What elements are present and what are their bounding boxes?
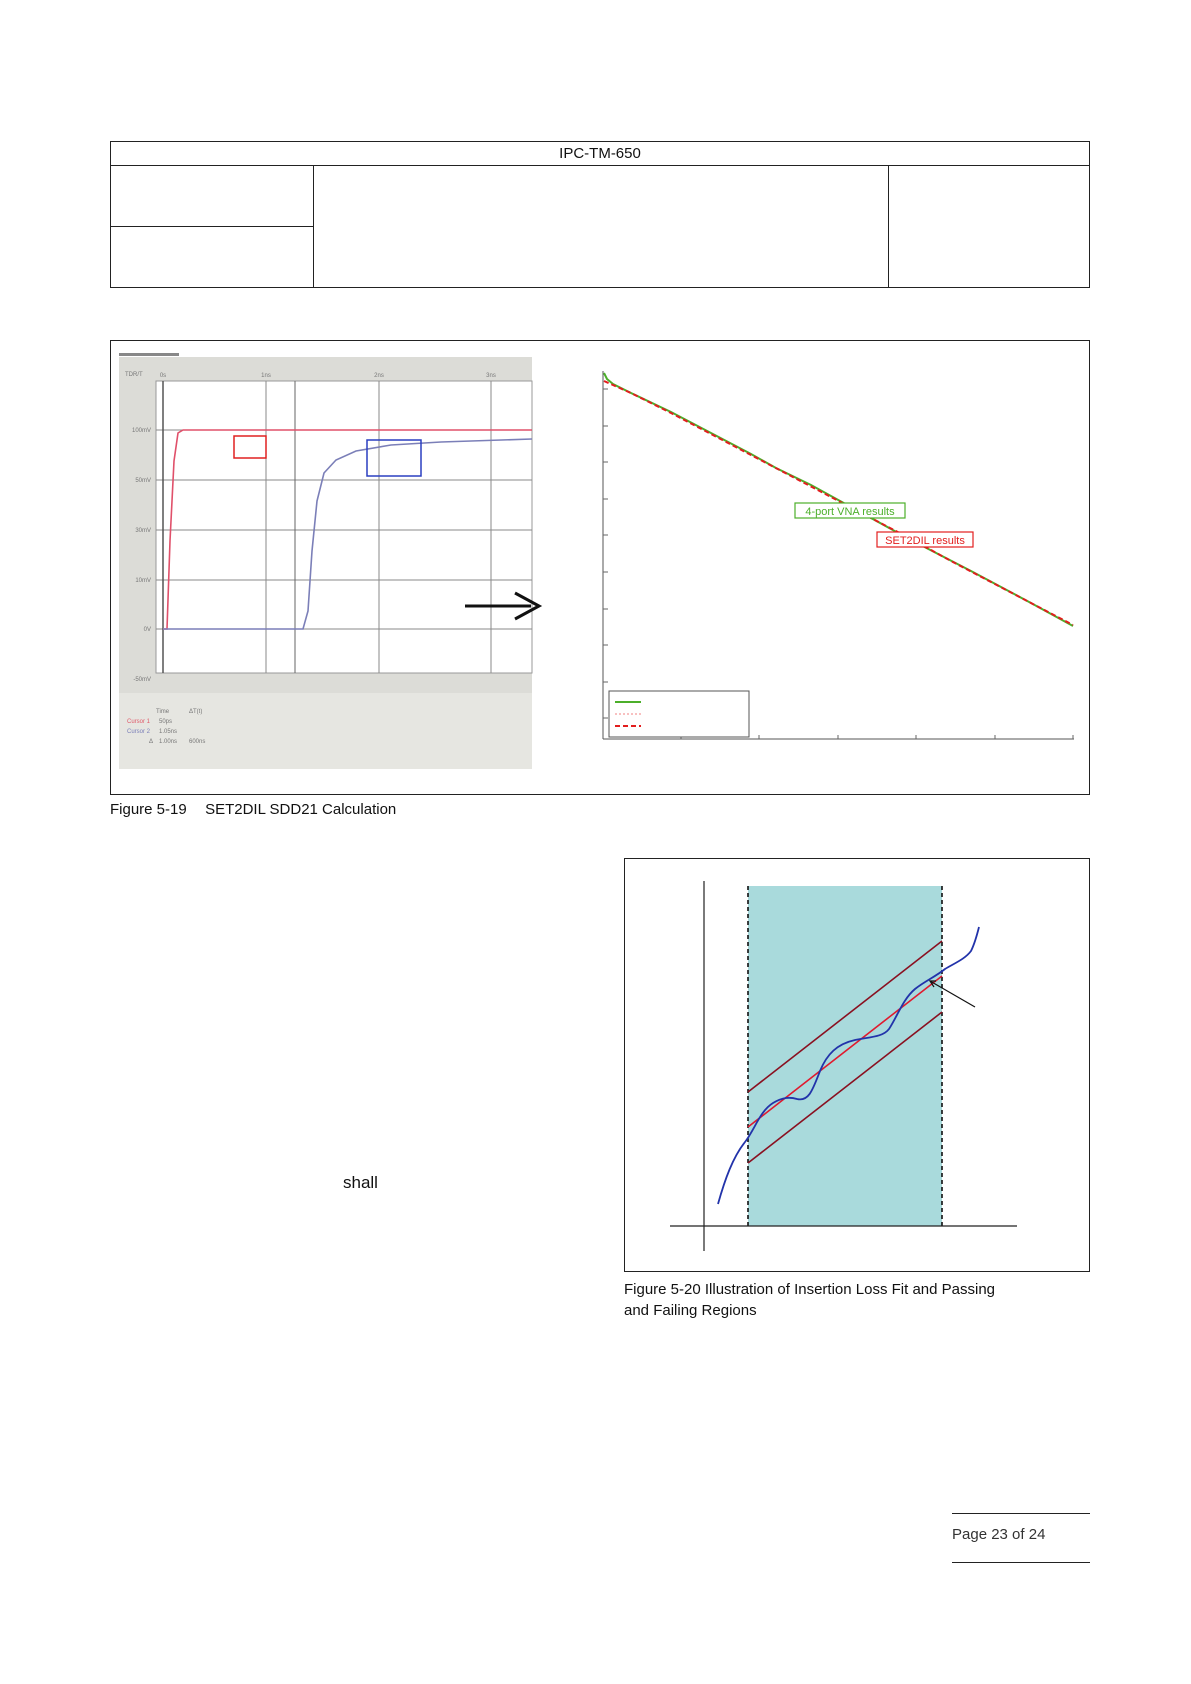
readout-delta-value: 1.00ns [159, 739, 178, 745]
tdr-ytick-2: 50mV [135, 478, 151, 484]
figure-5-19-graphic [111, 341, 1088, 793]
tdr-ytick-3: 30mV [135, 528, 151, 534]
readout-time-label: Time [156, 709, 170, 715]
tdr-xtick-2: 1ns [261, 373, 271, 379]
tdr-ytick-6: -50mV [133, 677, 151, 683]
sdd21-y-ticks [603, 389, 608, 718]
page-number: Page 23 of 24 [952, 1526, 1046, 1543]
figure-5-19-caption [110, 801, 396, 818]
set2dil-results-label: SET2DIL results [885, 535, 965, 547]
figure-5-19-frame [110, 340, 1090, 795]
body-text-shall: shall [343, 1173, 378, 1192]
readout-cursor1-value: 50ps [159, 719, 173, 725]
tdr-panel-tab [119, 353, 179, 356]
figure-5-20-caption-line2: and Failing Regions [624, 1302, 757, 1319]
readout-time-value: ΔT(t) [189, 709, 203, 715]
tdr-xtick-1: 0s [159, 373, 167, 379]
readout-delta-value-2: 600ns [189, 739, 206, 745]
readout-cursor2-label: Cursor 2 [127, 729, 151, 735]
figure-5-20-caption-line1: Figure 5-20 Illustration of Insertion Loss Fit and Passing [624, 1281, 996, 1298]
readout-delta-label: Δ [149, 739, 154, 745]
figure-5-19-title: SET2DIL SDD21 Calculation [205, 801, 397, 818]
tdr-xtick-3: 2ns [374, 373, 384, 379]
document-title: IPC-TM-650 [111, 142, 1089, 166]
figure-5-19-number: Figure 5-19 [110, 801, 187, 818]
figure-5-20-graphic [625, 859, 1088, 1270]
page-footer [952, 1513, 1090, 1563]
vna-results-label: 4-port VNA results [805, 506, 895, 518]
tdr-ytick-1: 100mV [131, 428, 151, 434]
passing-region-fill [748, 886, 942, 1226]
readout-cursor2-value: 1.05ns [159, 729, 178, 735]
figure-5-20-frame [624, 858, 1090, 1272]
tdr-y-axis-title: TDR/T [125, 372, 143, 378]
header-left-cell [111, 166, 314, 287]
tdr-ytick-5: 0V [143, 627, 151, 633]
figure-5-20-caption [624, 1279, 995, 1321]
tdr-xtick-4: 3ns [486, 373, 496, 379]
sdd21-comparison-plot [603, 371, 1074, 739]
header-right-cell [888, 166, 1089, 287]
sdd21-legend [609, 691, 749, 737]
readout-cursor1-label: Cursor 1 [127, 719, 151, 725]
header-left-divider [111, 226, 313, 227]
tdr-screenshot-panel [119, 353, 532, 769]
tdr-ytick-4: 10mV [135, 578, 151, 584]
tdr-readout-panel [119, 693, 532, 769]
document-header-table [110, 141, 1090, 288]
